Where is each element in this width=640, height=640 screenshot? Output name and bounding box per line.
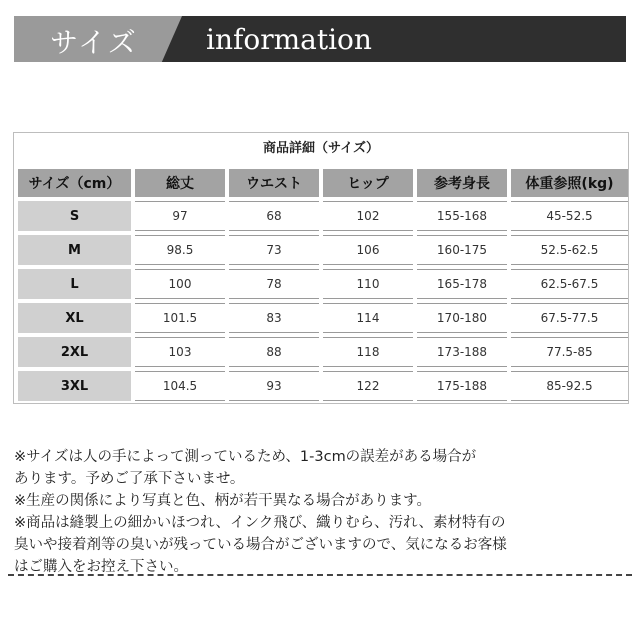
size-cell: XL [18, 303, 131, 333]
length-cell: 100 [135, 269, 225, 299]
column-header-length: 総丈 [135, 169, 225, 197]
length-cell: 101.5 [135, 303, 225, 333]
table-row [18, 201, 628, 231]
table-caption: 商品詳細（サイズ） [263, 141, 379, 156]
weight-cell: 52.5-62.5 [511, 235, 628, 265]
header-banner [14, 16, 626, 62]
waist-cell: 88 [229, 337, 319, 367]
length-cell: 104.5 [135, 371, 225, 401]
size-cell: L [18, 269, 131, 299]
height-cell: 155-168 [417, 201, 507, 231]
notes-block [14, 446, 630, 578]
waist-cell: 78 [229, 269, 319, 299]
note-line: ※商品は縫製上の細かいほつれ、インク飛び、織りむら、汚れ、素材特有の [14, 515, 506, 531]
size-table [14, 165, 632, 405]
hip-cell: 106 [323, 235, 413, 265]
hip-cell: 110 [323, 269, 413, 299]
weight-cell: 62.5-67.5 [511, 269, 628, 299]
table-row [18, 303, 628, 333]
hip-cell: 114 [323, 303, 413, 333]
size-cell: 3XL [18, 371, 131, 401]
size-cell: M [18, 235, 131, 265]
size-table-panel [13, 132, 629, 404]
column-header-waist: ウエスト [229, 169, 319, 197]
height-cell: 160-175 [417, 235, 507, 265]
table-row [18, 371, 628, 401]
table-row [18, 269, 628, 299]
weight-cell: 67.5-77.5 [511, 303, 628, 333]
banner-tab-label: サイズ [50, 26, 138, 59]
hip-cell: 118 [323, 337, 413, 367]
table-header-row [18, 169, 628, 197]
height-cell: 170-180 [417, 303, 507, 333]
note-line: はご購入をお控え下さい。 [14, 559, 188, 575]
size-cell: S [18, 201, 131, 231]
column-header-weight: 体重参照(kg) [511, 169, 628, 197]
weight-cell: 45-52.5 [511, 201, 628, 231]
note-line: ※生産の関係により写真と色、柄が若干異なる場合があります。 [14, 493, 431, 509]
weight-cell: 77.5-85 [511, 337, 628, 367]
column-header-size: サイズ（cm） [18, 169, 131, 197]
banner-title: information [206, 23, 372, 56]
waist-cell: 73 [229, 235, 319, 265]
size-cell: 2XL [18, 337, 131, 367]
hip-cell: 102 [323, 201, 413, 231]
dashed-divider [8, 574, 632, 576]
height-cell: 175-188 [417, 371, 507, 401]
waist-cell: 68 [229, 201, 319, 231]
waist-cell: 93 [229, 371, 319, 401]
table-row [18, 235, 628, 265]
length-cell: 98.5 [135, 235, 225, 265]
length-cell: 97 [135, 201, 225, 231]
weight-cell: 85-92.5 [511, 371, 628, 401]
column-header-hip: ヒップ [323, 169, 413, 197]
table-row [18, 337, 628, 367]
height-cell: 165-178 [417, 269, 507, 299]
hip-cell: 122 [323, 371, 413, 401]
waist-cell: 83 [229, 303, 319, 333]
height-cell: 173-188 [417, 337, 507, 367]
column-header-height: 参考身長 [417, 169, 507, 197]
length-cell: 103 [135, 337, 225, 367]
note-line: ※サイズは人の手によって測っているため、1-3cmの誤差がある場合が [14, 449, 477, 465]
note-line: あります。予めご了承下さいませ。 [14, 471, 245, 487]
note-line: 臭いや接着剤等の臭いが残っている場合がございますので、気になるお客様 [14, 537, 507, 553]
